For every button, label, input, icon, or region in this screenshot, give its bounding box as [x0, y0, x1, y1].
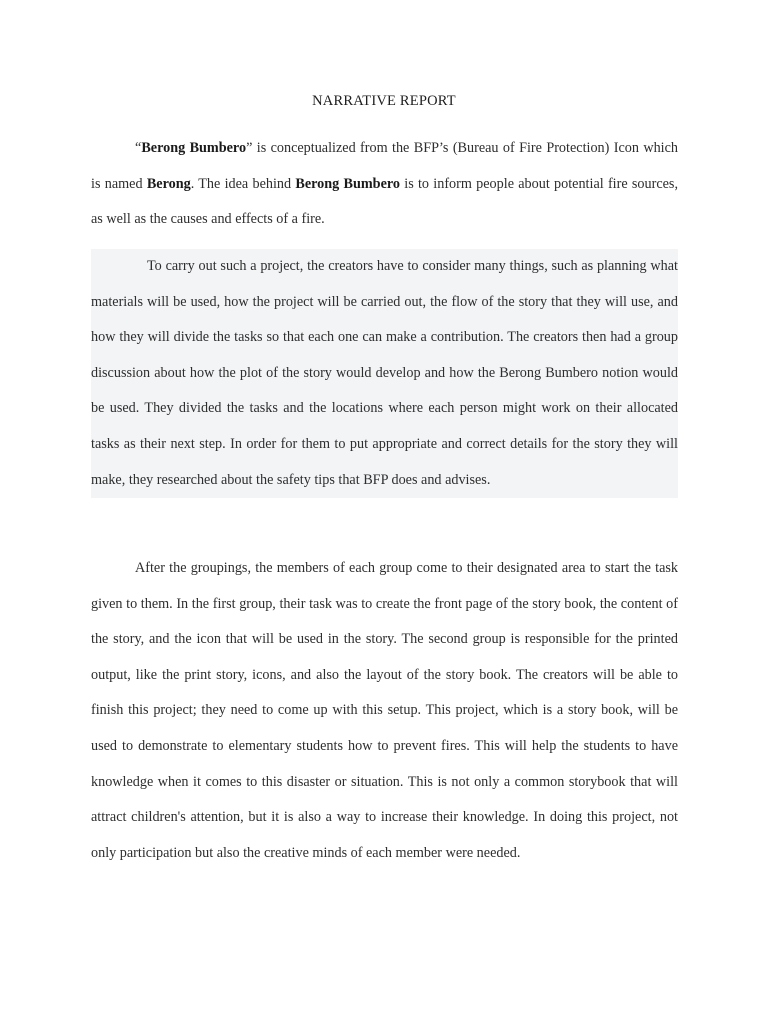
bold-berong: Berong — [146, 175, 191, 192]
intro-text-1: ” is conceptualized from the BFP’s (Bureau of Fire Protection) Icon which is named — [91, 140, 679, 192]
open-quote: “ — [135, 140, 142, 156]
bold-berong-bumbero: Berong Bumbero — [141, 140, 247, 156]
paragraph-intro — [91, 131, 678, 238]
bold-berong-bumbero-2: Berong Bumbero — [295, 175, 400, 192]
intro-text-2: . The idea behind — [190, 175, 296, 192]
document-title: NARRATIVE REPORT — [312, 93, 456, 109]
paragraph-planning: To carry out such a project, the creators have to consider many things, such as planning what materials will be used, how the project will be carried out, the flow of the story that they will use, and how they will divide the tasks so that each one can make a contribution. The creators then had a group discussion about how the plot of the story would develop and how the Berong Bumbero notion would be used. They divided the tasks and the locations where each person might work on their allocated tasks as their next step. In order for them to put appropriate and correct details for the story they will make, they researched about the safety tips that BFP does and advises. — [91, 249, 678, 498]
paragraph-groupings: After the groupings, the members of each group come to their designated area to start the task given to them. In the first group, their task was to create the front page of the story book, the content of the story, and the icon that will be used in the story. The second group is responsible for the printed output, like the print story, icons, and also the layout of the story book. The creators will be able to finish this project; they need to come up with this setup. This project, which is a story book, will be used to demonstrate to elementary students how to prevent fires. This will help the students to have knowledge when it comes to this disaster or situation. This is not only a common storybook that will attract children's attention, but it is also a way to increase their knowledge. In doing this project, not only participation but also the creative minds of each member were needed. — [91, 560, 678, 861]
intro-text-3: is to inform people about potential fire sources, as well as the causes and effects of a fire. — [91, 175, 678, 228]
